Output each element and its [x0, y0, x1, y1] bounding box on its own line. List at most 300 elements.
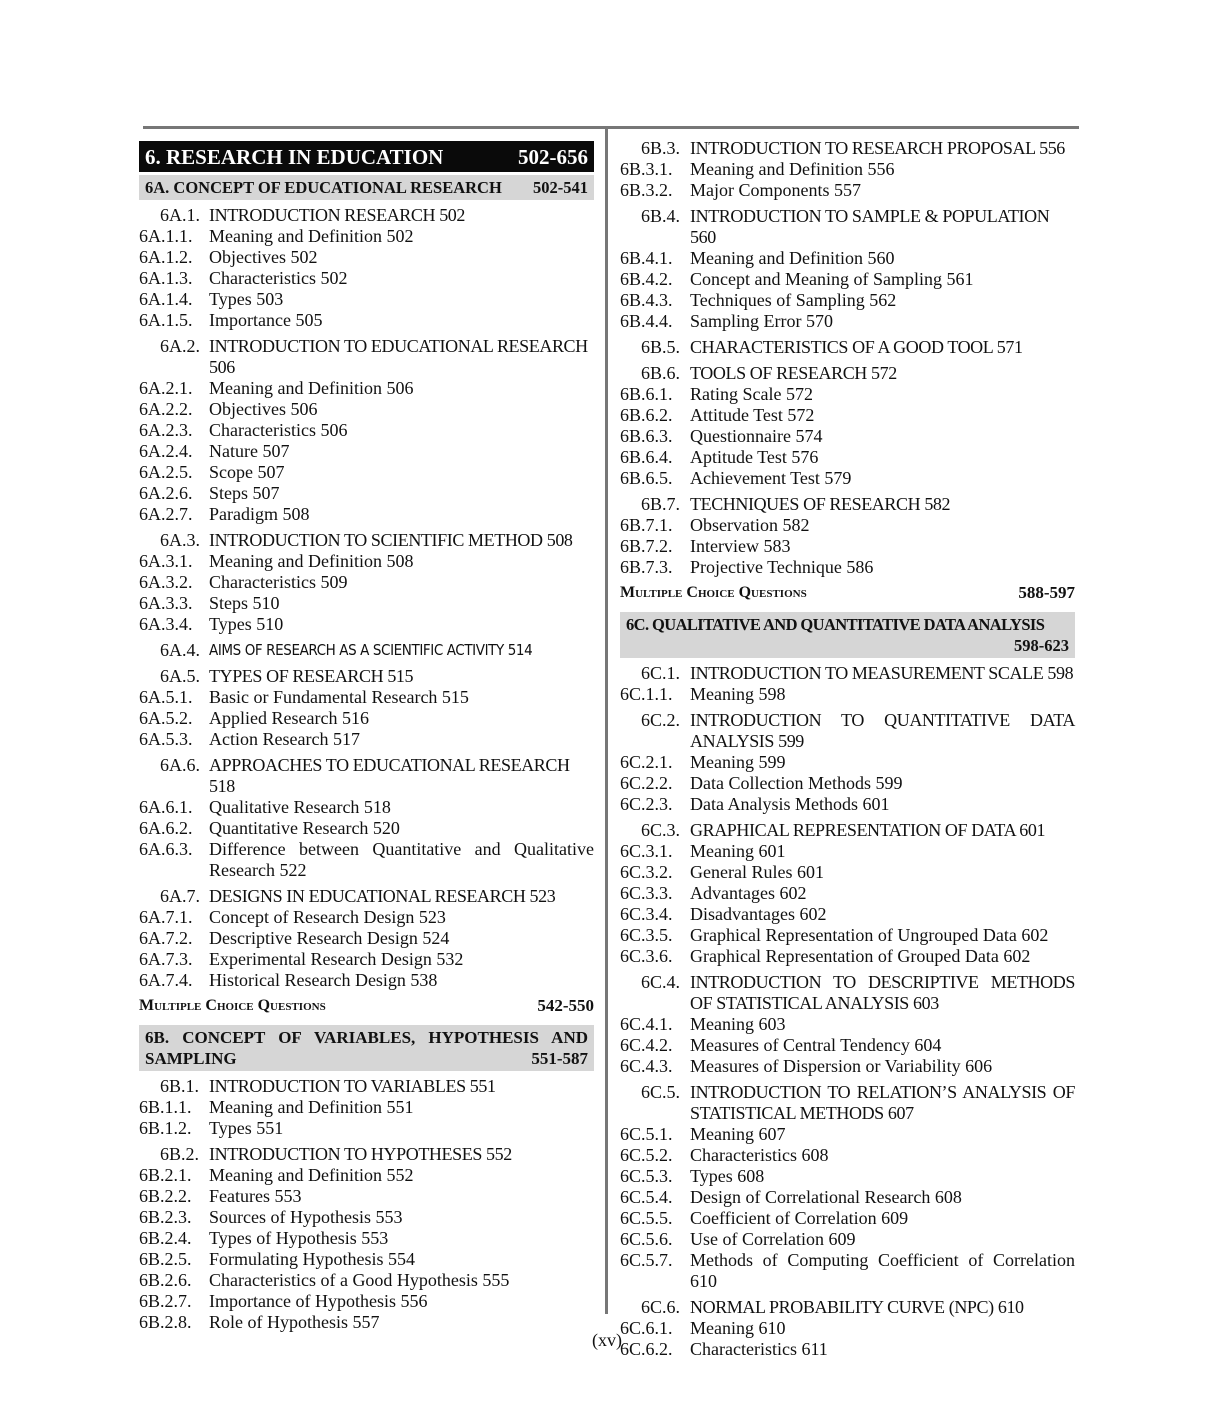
entry-number: 6B.7. [641, 494, 681, 514]
entry-text: Meaning and Definition 506 [209, 378, 414, 398]
toc-topic-entry[interactable] [620, 663, 1075, 684]
entry-text: Rating Scale 572 [690, 384, 813, 404]
toc-list-6a [139, 205, 594, 991]
toc-subtopic-entry[interactable] [620, 180, 1075, 201]
toc-subtopic-entry[interactable] [139, 310, 594, 331]
entry-text: Achievement Test 579 [690, 468, 852, 488]
entry-text: Meaning 603 [690, 1014, 786, 1034]
toc-subtopic-entry[interactable] [139, 593, 594, 614]
entry-text: Role of Hypothesis 557 [209, 1312, 380, 1332]
entry-number: 6C.3.4. [620, 904, 673, 924]
page-number: (xv) [592, 1330, 622, 1350]
entry-number: 6C.4. [641, 972, 681, 992]
entry-text: Questionnaire 574 [690, 426, 823, 446]
toc-subtopic-entry[interactable] [620, 1166, 1075, 1187]
entry-text: Advantages 602 [690, 883, 807, 903]
entry-number: 6A.2.5. [139, 462, 193, 482]
toc-topic-entry[interactable] [139, 205, 594, 226]
toc-topic-entry[interactable] [139, 755, 594, 797]
entry-text: Projective Technique 586 [690, 557, 874, 577]
entry-text: Meaning 610 [690, 1318, 786, 1338]
toc-subtopic-entry[interactable] [139, 1097, 594, 1118]
entry-text: Basic or Fundamental Research 515 [209, 687, 469, 707]
entry-number: 6B.1.2. [139, 1118, 192, 1138]
section-6b-header [139, 1025, 594, 1071]
entry-text: Characteristics of a Good Hypothesis 555 [209, 1270, 510, 1290]
entry-text: Disadvantages 602 [690, 904, 827, 924]
entry-number: 6C.5.2. [620, 1145, 673, 1165]
toc-subtopic-entry[interactable] [620, 536, 1075, 557]
entry-text: Characteristics 611 [690, 1339, 828, 1359]
toc-subtopic-entry[interactable] [139, 572, 594, 593]
entry-text: Paradigm 508 [209, 504, 310, 524]
entry-number: 6B.4.2. [620, 269, 673, 289]
entry-text: Importance 505 [209, 310, 323, 330]
entry-number: 6A.1. [160, 205, 200, 225]
entry-number: 6A.7.3. [139, 949, 193, 969]
toc-topic-entry[interactable] [139, 666, 594, 687]
toc-topic-entry[interactable] [139, 336, 594, 378]
toc-list-6c [620, 663, 1075, 1360]
entry-text: Design of Correlational Research 608 [690, 1187, 962, 1207]
entry-number: 6C.1.1. [620, 684, 673, 704]
entry-number: 6A.5.2. [139, 708, 193, 728]
entry-number: 6B.4.3. [620, 290, 673, 310]
entry-text: Meaning and Definition 502 [209, 226, 414, 246]
toc-subtopic-entry[interactable] [620, 557, 1075, 578]
entry-text: General Rules 601 [690, 862, 824, 882]
toc-list-6b [139, 1076, 594, 1333]
entry-text: Meaning and Definition 508 [209, 551, 414, 571]
entry-text: Action Research 517 [209, 729, 360, 749]
entry-number: 6C.4.1. [620, 1014, 673, 1034]
chapter-title: 6. RESEARCH IN EDUCATION [145, 144, 444, 169]
toc-subtopic-entry[interactable] [620, 1124, 1075, 1145]
entry-number: 6B.7.1. [620, 515, 673, 535]
entry-text: Applied Research 516 [209, 708, 369, 728]
toc-subtopic-entry[interactable] [620, 773, 1075, 794]
entry-text: Concept and Meaning of Sampling 561 [690, 269, 974, 289]
entry-text: AIMS OF RESEARCH AS A SCIENTIFIC ACTIVITY 514 [209, 641, 533, 659]
entry-number: 6B.2.2. [139, 1186, 192, 1206]
entry-number: 6B.2.8. [139, 1312, 192, 1332]
toc-subtopic-entry[interactable] [620, 904, 1075, 925]
entry-number: 6B.1.1. [139, 1097, 192, 1117]
toc-topic-entry[interactable] [620, 206, 1075, 248]
entry-text: Types of Hypothesis 553 [209, 1228, 389, 1248]
section-pages: 502-541 [533, 178, 588, 197]
toc-topic-entry[interactable] [620, 494, 1075, 515]
entry-number: 6A.7.1. [139, 907, 193, 927]
entry-text: Nature 507 [209, 441, 290, 461]
entry-text: Historical Research Design 538 [209, 970, 438, 990]
entry-number: 6C.6.2. [620, 1339, 673, 1359]
entry-number: 6B.3.2. [620, 180, 673, 200]
entry-number: 6A.1.4. [139, 289, 193, 309]
entry-number: 6A.2.1. [139, 378, 193, 398]
entry-number: 6B.2.1. [139, 1165, 192, 1185]
entry-number: 6A.3.2. [139, 572, 193, 592]
entry-text: Data Analysis Methods 601 [690, 794, 890, 814]
entry-text: Characteristics 506 [209, 420, 348, 440]
entry-number: 6B.6.5. [620, 468, 673, 488]
entry-number: 6A.6.2. [139, 818, 193, 838]
toc-topic-entry[interactable] [620, 1082, 1075, 1124]
entry-number: 6C.2.1. [620, 752, 673, 772]
toc-subtopic-entry[interactable] [620, 1056, 1075, 1077]
entry-number: 6A.6. [160, 755, 200, 775]
toc-subtopic-entry[interactable] [620, 159, 1075, 180]
toc-topic-entry[interactable] [620, 337, 1075, 358]
entry-text: INTRODUCTION TO EDUCATIONAL RESEARCH 506 [209, 336, 588, 377]
entry-text: Graphical Representation of Ungrouped Data 602 [690, 925, 1049, 945]
toc-topic-entry[interactable] [620, 820, 1075, 841]
toc-subtopic-entry[interactable] [139, 1207, 594, 1228]
toc-subtopic-entry[interactable] [139, 1291, 594, 1312]
entry-text: Graphical Representation of Grouped Data 602 [690, 946, 1031, 966]
entry-text: APPROACHES TO EDUCATIONAL RESEARCH 518 [209, 755, 570, 796]
entry-number: 6B.4.4. [620, 311, 673, 331]
entry-number: 6A.2.6. [139, 483, 193, 503]
toc-subtopic-entry[interactable] [620, 311, 1075, 332]
toc-subtopic-entry[interactable] [620, 468, 1075, 489]
entry-number: 6C.2. [641, 710, 681, 730]
toc-subtopic-entry[interactable] [139, 708, 594, 729]
entry-text: Types 503 [209, 289, 284, 309]
toc-topic-entry[interactable] [139, 1076, 594, 1097]
entry-number: 6B.2.7. [139, 1291, 192, 1311]
toc-subtopic-entry[interactable] [620, 925, 1075, 946]
entry-number: 6C.6. [641, 1297, 681, 1317]
mcq-label: Multiple Choice Questions [620, 584, 807, 601]
toc-subtopic-entry[interactable] [620, 862, 1075, 883]
toc-subtopic-entry[interactable] [139, 399, 594, 420]
entry-number: 6B.3.1. [620, 159, 673, 179]
entry-number: 6B.4.1. [620, 248, 673, 268]
mcq-pages: 588-597 [1018, 583, 1075, 602]
entry-number: 6C.4.3. [620, 1056, 673, 1076]
entry-number: 6B.7.2. [620, 536, 673, 556]
toc-subtopic-entry[interactable] [620, 1250, 1075, 1292]
entry-number: 6A.7.4. [139, 970, 193, 990]
toc-subtopic-entry[interactable] [139, 614, 594, 635]
entry-number: 6B.3. [641, 138, 681, 158]
entry-number: 6A.2.4. [139, 441, 193, 461]
top-rule [143, 126, 1079, 129]
entry-number: 6C.2.2. [620, 773, 673, 793]
section-pages: 551-587 [531, 1049, 588, 1068]
entry-number: 6A.6.1. [139, 797, 193, 817]
toc-subtopic-entry[interactable] [139, 970, 594, 991]
entry-text: INTRODUCTION TO MEASUREMENT SCALE 598 [690, 663, 1074, 683]
chapter-pages: 502-656 [518, 144, 588, 169]
entry-number: 6C.3.3. [620, 883, 673, 903]
toc-subtopic-entry[interactable] [139, 818, 594, 839]
toc-subtopic-entry[interactable] [620, 1014, 1075, 1035]
entry-number: 6C.3.1. [620, 841, 673, 861]
toc-subtopic-entry[interactable] [620, 384, 1075, 405]
entry-number: 6B.5. [641, 337, 681, 357]
entry-number: 6C.2.3. [620, 794, 673, 814]
entry-number: 6A.1.3. [139, 268, 193, 288]
toc-subtopic-entry[interactable] [620, 1145, 1075, 1166]
section-title: 6C. QUALITATIVE AND QUANTITATIVE DATA ANALYSIS [626, 615, 1045, 634]
entry-number: 6B.4. [641, 206, 681, 226]
toc-topic-entry[interactable] [139, 886, 594, 907]
toc-subtopic-entry[interactable] [139, 483, 594, 504]
entry-number: 6C.3.5. [620, 925, 673, 945]
entry-text: INTRODUCTION TO VARIABLES 551 [209, 1076, 496, 1096]
entry-number: 6C.5.5. [620, 1208, 673, 1228]
entry-number: 6B.2.4. [139, 1228, 192, 1248]
entry-text: Attitude Test 572 [690, 405, 815, 425]
toc-subtopic-entry[interactable] [620, 405, 1075, 426]
entry-text: Major Components 557 [690, 180, 861, 200]
entry-text: GRAPHICAL REPRESENTATION OF DATA 601 [690, 820, 1046, 840]
entry-text: Descriptive Research Design 524 [209, 928, 450, 948]
entry-number: 6A.7.2. [139, 928, 193, 948]
toc-subtopic-entry[interactable] [139, 420, 594, 441]
toc-subtopic-entry[interactable] [139, 289, 594, 310]
entry-number: 6C.3. [641, 820, 681, 840]
toc-subtopic-entry[interactable] [620, 1187, 1075, 1208]
entry-text: Sources of Hypothesis 553 [209, 1207, 403, 1227]
entry-text: INTRODUCTION TO RESEARCH PROPOSAL 556 [690, 138, 1065, 158]
entry-number: 6A.2.3. [139, 420, 193, 440]
entry-text: INTRODUCTION TO SCIENTIFIC METHOD 508 [209, 530, 573, 550]
entry-number: 6C.5.1. [620, 1124, 673, 1144]
entry-text: Characteristics 509 [209, 572, 348, 592]
right-column [620, 138, 1075, 1360]
entry-number: 6A.5.3. [139, 729, 193, 749]
toc-subtopic-entry[interactable] [620, 794, 1075, 815]
section-6c-header [620, 612, 1075, 658]
entry-number: 6B.6.3. [620, 426, 673, 446]
section-title-line2: SAMPLING [145, 1049, 237, 1068]
toc-subtopic-entry[interactable] [620, 883, 1075, 904]
entry-number: 6A.1.5. [139, 310, 193, 330]
toc-subtopic-entry[interactable] [620, 752, 1075, 773]
column-divider [605, 128, 608, 1314]
toc-subtopic-entry[interactable] [620, 248, 1075, 269]
entry-text: Meaning 607 [690, 1124, 786, 1144]
toc-subtopic-entry[interactable] [620, 269, 1075, 290]
toc-subtopic-entry[interactable] [620, 1229, 1075, 1250]
entry-text: Sampling Error 570 [690, 311, 833, 331]
entry-number: 6B.2.6. [139, 1270, 192, 1290]
entry-text: INTRODUCTION TO SAMPLE & POPULATION 560 [690, 206, 1050, 247]
entry-number: 6C.5.6. [620, 1229, 673, 1249]
toc-subtopic-entry[interactable] [139, 1270, 594, 1291]
entry-text: Qualitative Research 518 [209, 797, 391, 817]
entry-text: Difference between Quantitative and Qualitative Research 522 [209, 839, 594, 880]
mcq-label: Multiple Choice Questions [139, 997, 326, 1014]
entry-text: INTRODUCTION TO QUANTITATIVE DATA ANALYSIS 599 [690, 710, 1075, 751]
entry-number: 6B.1. [160, 1076, 200, 1096]
entry-number: 6C.3.2. [620, 862, 673, 882]
entry-number: 6A.3.4. [139, 614, 193, 634]
entry-number: 6C.5. [641, 1082, 681, 1102]
toc-subtopic-entry[interactable] [620, 841, 1075, 862]
entry-number: 6C.1. [641, 663, 681, 683]
entry-text: DESIGNS IN EDUCATIONAL RESEARCH 523 [209, 886, 556, 906]
entry-text: Meaning 599 [690, 752, 786, 772]
entry-text: Interview 583 [690, 536, 791, 556]
toc-subtopic-entry[interactable] [620, 684, 1075, 705]
entry-text: Characteristics 502 [209, 268, 348, 288]
toc-topic-entry[interactable] [620, 710, 1075, 752]
entry-number: 6B.6.1. [620, 384, 673, 404]
entry-text: Types 510 [209, 614, 284, 634]
toc-subtopic-entry[interactable] [139, 247, 594, 268]
toc-subtopic-entry[interactable] [620, 946, 1075, 967]
entry-number: 6B.6.2. [620, 405, 673, 425]
entry-number: 6C.5.7. [620, 1250, 673, 1270]
entry-text: Steps 507 [209, 483, 280, 503]
toc-topic-entry[interactable] [620, 972, 1075, 1014]
toc-subtopic-entry[interactable] [139, 441, 594, 462]
toc-subtopic-entry[interactable] [139, 1186, 594, 1207]
mcq-6a-row[interactable] [139, 995, 594, 1017]
entry-text: Observation 582 [690, 515, 810, 535]
toc-subtopic-entry[interactable] [620, 515, 1075, 536]
entry-number: 6A.1.1. [139, 226, 193, 246]
entry-text: Data Collection Methods 599 [690, 773, 903, 793]
toc-subtopic-entry[interactable] [139, 1118, 594, 1139]
entry-number: 6A.2.2. [139, 399, 193, 419]
toc-subtopic-entry[interactable] [139, 797, 594, 818]
entry-text: INTRODUCTION RESEARCH 502 [209, 205, 466, 225]
toc-subtopic-entry[interactable] [139, 1165, 594, 1186]
entry-number: 6C.4.2. [620, 1035, 673, 1055]
entry-text: TOOLS OF RESEARCH 572 [690, 363, 897, 383]
toc-subtopic-entry[interactable] [139, 462, 594, 483]
entry-number: 6B.2.5. [139, 1249, 192, 1269]
entry-number: 6A.1.2. [139, 247, 193, 267]
entry-text: Meaning and Definition 551 [209, 1097, 414, 1117]
entry-number: 6A.2. [160, 336, 200, 356]
entry-number: 6A.7. [160, 886, 200, 906]
toc-subtopic-entry[interactable] [139, 1228, 594, 1249]
entry-number: 6A.3.1. [139, 551, 193, 571]
section-pages: 598-623 [1014, 636, 1069, 655]
chapter-header [139, 141, 594, 172]
entry-number: 6B.6. [641, 363, 681, 383]
entry-number: 6A.5. [160, 666, 200, 686]
toc-subtopic-entry[interactable] [620, 290, 1075, 311]
entry-number: 6B.7.3. [620, 557, 673, 577]
entry-number: 6A.3.3. [139, 593, 193, 613]
toc-subtopic-entry[interactable] [620, 1035, 1075, 1056]
entry-text: Features 553 [209, 1186, 302, 1206]
entry-text: Objectives 506 [209, 399, 318, 419]
left-column [139, 141, 594, 1333]
entry-text: Meaning 598 [690, 684, 786, 704]
toc-subtopic-entry[interactable] [139, 551, 594, 572]
entry-number: 6B.2.3. [139, 1207, 192, 1227]
toc-subtopic-entry[interactable] [139, 226, 594, 247]
entry-text: INTRODUCTION TO HYPOTHESES 552 [209, 1144, 512, 1164]
entry-text: TECHNIQUES OF RESEARCH 582 [690, 494, 951, 514]
entry-text: Scope 507 [209, 462, 285, 482]
toc-topic-entry[interactable] [620, 363, 1075, 384]
toc-subtopic-entry[interactable] [139, 378, 594, 399]
entry-text: Quantitative Research 520 [209, 818, 400, 838]
entry-text: Meaning and Definition 560 [690, 248, 895, 268]
entry-text: Objectives 502 [209, 247, 318, 267]
entry-text: Aptitude Test 576 [690, 447, 819, 467]
entry-number: 6A.4. [160, 640, 200, 660]
toc-subtopic-entry[interactable] [139, 928, 594, 949]
entry-number: 6C.3.6. [620, 946, 673, 966]
toc-subtopic-entry[interactable] [139, 687, 594, 708]
entry-text: Experimental Research Design 532 [209, 949, 464, 969]
section-title: 6B. CONCEPT OF VARIABLES, HYPOTHESIS AND [145, 1028, 588, 1047]
entry-text: Meaning 601 [690, 841, 786, 861]
toc-topic-entry[interactable] [139, 530, 594, 551]
entry-text: Use of Correlation 609 [690, 1229, 856, 1249]
toc-subtopic-entry[interactable] [620, 447, 1075, 468]
mcq-6b-row[interactable] [620, 582, 1075, 604]
entry-text: CHARACTERISTICS OF A GOOD TOOL 571 [690, 337, 1023, 357]
toc-topic-entry[interactable] [139, 1144, 594, 1165]
entry-number: 6C.6.1. [620, 1318, 673, 1338]
entry-text: Techniques of Sampling 562 [690, 290, 897, 310]
section-6a-header [139, 175, 594, 200]
entry-text: Coefficient of Correlation 609 [690, 1208, 909, 1228]
toc-topic-entry[interactable] [620, 138, 1075, 159]
mcq-pages: 542-550 [537, 996, 594, 1015]
toc-subtopic-entry[interactable] [139, 504, 594, 525]
entry-text: Types 608 [690, 1166, 765, 1186]
toc-subtopic-entry[interactable] [139, 1249, 594, 1270]
toc-subtopic-entry[interactable] [139, 268, 594, 289]
entry-text: NORMAL PROBABILITY CURVE (NPC) 610 [690, 1297, 1024, 1317]
entry-number: 6C.5.4. [620, 1187, 673, 1207]
entry-number: 6C.5.3. [620, 1166, 673, 1186]
toc-subtopic-entry[interactable] [139, 949, 594, 970]
entry-number: 6B.6.4. [620, 447, 673, 467]
entry-text: Methods of Computing Coefficient of Correlation 610 [690, 1250, 1075, 1291]
toc-subtopic-entry[interactable] [139, 729, 594, 750]
entry-text: INTRODUCTION TO RELATION’S ANALYSIS OF STATISTICAL METHODS 607 [690, 1082, 1075, 1123]
section-title: 6A. CONCEPT OF EDUCATIONAL RESEARCH [145, 178, 502, 197]
entry-text: TYPES OF RESEARCH 515 [209, 666, 414, 686]
entry-text: Types 551 [209, 1118, 284, 1138]
entry-text: Importance of Hypothesis 556 [209, 1291, 428, 1311]
entry-number: 6A.2.7. [139, 504, 193, 524]
entry-number: 6A.3. [160, 530, 200, 550]
entry-text: Measures of Dispersion or Variability 606 [690, 1056, 993, 1076]
entry-text: Formulating Hypothesis 554 [209, 1249, 415, 1269]
entry-text: Characteristics 608 [690, 1145, 829, 1165]
toc-list-6b-continued [620, 138, 1075, 578]
entry-text: Measures of Central Tendency 604 [690, 1035, 942, 1055]
entry-number: 6B.2. [160, 1144, 200, 1164]
entry-text: Concept of Research Design 523 [209, 907, 446, 927]
entry-text: Meaning and Definition 552 [209, 1165, 414, 1185]
entry-text: Steps 510 [209, 593, 280, 613]
entry-number: 6A.6.3. [139, 839, 193, 859]
toc-topic-entry[interactable] [620, 1297, 1075, 1318]
entry-text: INTRODUCTION TO DESCRIPTIVE METHODS OF STATISTICAL ANALYSIS 603 [690, 972, 1075, 1013]
toc-subtopic-entry[interactable] [139, 907, 594, 928]
toc-subtopic-entry[interactable] [620, 1208, 1075, 1229]
toc-subtopic-entry[interactable] [620, 426, 1075, 447]
toc-subtopic-entry[interactable] [139, 839, 594, 881]
toc-topic-entry[interactable] [139, 640, 594, 661]
entry-text: Meaning and Definition 556 [690, 159, 895, 179]
